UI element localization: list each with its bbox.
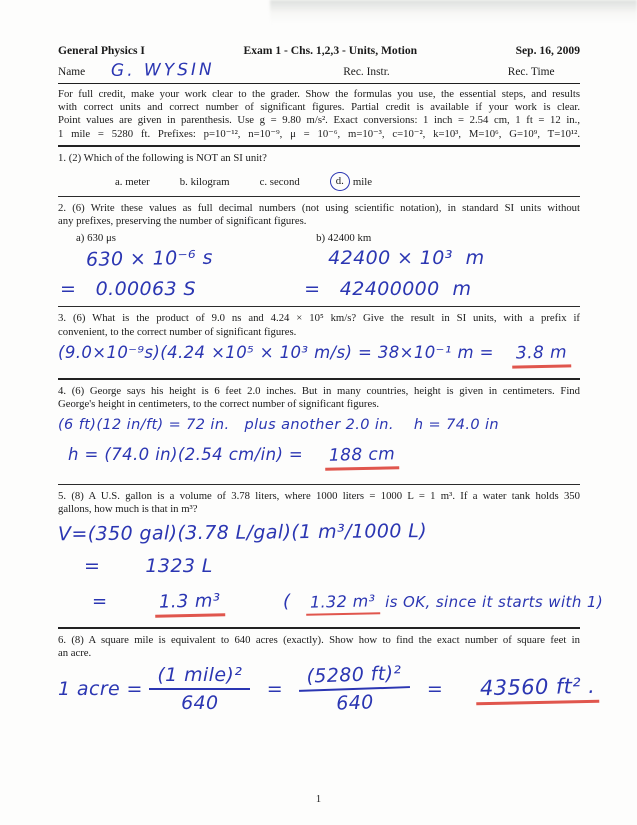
course-title: General Physics I: [58, 44, 145, 57]
q3-answer: 3.8 m: [512, 342, 572, 368]
question-3: [58, 312, 580, 367]
q1-option-b: b. kilogram: [179, 175, 230, 188]
handwritten-name: G. WYSIN: [111, 59, 216, 81]
section-divider: [58, 484, 580, 485]
instructions-line: with correct units and correct number of significant figures. Partial credit is available if your work is clear.: [58, 101, 580, 114]
q5-note-open: (: [282, 590, 291, 612]
section-divider: [58, 145, 580, 147]
section-divider: [58, 378, 580, 380]
q2-part-a: [58, 232, 298, 300]
q4-work-line2: [68, 445, 580, 470]
q2-part-b-label: b) 42400 km: [316, 232, 372, 245]
q6-frac2-denominator: 640: [336, 691, 375, 715]
q3-text: [58, 312, 580, 338]
q4-work2-prefix: h = (74.0 in)(2.54 cm/in) =: [68, 445, 304, 465]
q4-answer: 188 cm: [325, 444, 400, 471]
q6-frac1-denominator: 640: [181, 692, 219, 715]
q2a-work-line2: = 0.00063 S: [60, 278, 196, 301]
section-divider: [58, 306, 580, 307]
q1-option-d-circled: d.: [330, 172, 350, 191]
instructions-line: 1 mile = 5280 ft. Prefixes: p=10⁻¹², n=10⁻⁹, μ = 10⁻⁶, m=10⁻³, c=10⁻², k=10³, M=10⁶, G=10⁹, T=10¹².: [58, 127, 580, 140]
q2-text-line: 2. (6) Write these values as full decimal numbers (not using scientific notation), in standard SI units without: [58, 202, 580, 215]
question-1: [58, 152, 580, 191]
q5-text-line: 5. (8) A U.S. gallon is a volume of 3.78 liters, where 1000 liters = 1000 L = 1 m³. If a water tank holds 350: [58, 490, 580, 503]
rec-time-label: Rec. Time: [507, 66, 555, 78]
page-content: [57, 44, 604, 715]
q5-answer: 1.3 m³: [155, 590, 225, 617]
q2b-work-line1: 42400 × 10³ m: [328, 247, 485, 270]
q4-text-line: George's height in centimeters, to the correct number of significant figures.: [58, 398, 380, 411]
instructions-block: [58, 88, 580, 141]
q3-text-line: convenient, to the correct number of significant figures.: [58, 325, 297, 338]
q3-text-line: 3. (6) What is the product of 9.0 ns and 4.24 × 10⁵ km/s? Give the result in SI units, with a prefix if: [58, 312, 580, 325]
q1-options: [115, 172, 580, 191]
name-label: Name: [58, 66, 86, 78]
q6-frac2-numerator: (5280 ft)²: [299, 662, 411, 692]
page-number: 1: [315, 794, 322, 805]
q2-text: [58, 202, 580, 228]
exam-title: Exam 1 - Chs. 1,2,3 - Units, Motion: [243, 44, 418, 57]
q6-text: [58, 634, 580, 660]
q6-text-line: an acre.: [58, 646, 92, 659]
q2-part-b: [298, 232, 580, 300]
q6-work-row: [58, 662, 596, 715]
name-row: [58, 60, 580, 84]
exam-date: Sep. 16, 2009: [515, 44, 580, 57]
q2-part-a-label: a) 630 μs: [76, 232, 116, 245]
q6-equals-1: =: [260, 678, 290, 701]
section-divider: [58, 196, 580, 197]
q2a-work-line1: 630 × 10⁻⁶ s: [85, 247, 214, 272]
question-5: [57, 490, 604, 616]
q6-text-line: 6. (8) A square mile is equivalent to 640 acres (exactly). Show how to find the exact number of square feet in: [58, 633, 580, 646]
q3-work: (9.0×10⁻⁹s)(4.24 ×10⁵ × 10³ m/s) = 38×10⁻¹ m =: [58, 342, 494, 362]
exam-header: [58, 44, 580, 57]
q5-eq: =: [92, 590, 108, 612]
question-6: [58, 633, 596, 715]
q6-answer: 43560 ft² .: [476, 673, 600, 705]
q4-text: [58, 385, 580, 411]
q1-option-d-label: mile: [352, 175, 373, 188]
scanner-artifact: [270, 0, 637, 24]
q2-text-line: any prefixes, preserving the number of significant figures.: [58, 215, 307, 228]
q6-equals-2: =: [420, 678, 457, 701]
q1-option-c: c. second: [259, 175, 300, 188]
q5-text-line: gallons, how much is that in m³?: [58, 503, 198, 516]
q6-frac1-numerator: (1 mile)²: [149, 664, 250, 690]
q5-work-line1: V=(350 gal)(3.78 L/gal)(1 m³/1000 L): [57, 519, 428, 545]
q6-fraction-1: [149, 664, 250, 714]
q1-text: 1. (2) Which of the following is NOT an SI unit?: [58, 151, 267, 164]
q5-note-answer: 1.32 m³: [306, 591, 380, 616]
instructions-line: Point values are given in parenthesis. Use g = 9.80 m/s². Exact conversions: 1 inch = 2.54 cm, 1 ft = 12 in.,: [58, 114, 580, 127]
q3-work-row: [58, 343, 580, 368]
section-divider: [58, 627, 580, 629]
q4-work-line1: (6 ft)(12 in/ft) = 72 in. plus another 2.0 in. h = 74.0 in: [58, 417, 499, 434]
instructions-line: For full credit, make your work clear to the grader. Show the formulas you use, the essential steps, and results: [58, 88, 580, 100]
q5-work-line2: = 1323 L: [84, 554, 213, 577]
question-4: [58, 385, 580, 470]
q6-fraction-2: [299, 662, 412, 716]
q5-work-line3: [92, 589, 604, 617]
q2b-work-line2: = 42400000 m: [304, 278, 472, 301]
q2-parts: [58, 232, 580, 300]
rec-instr-label: Rec. Instr.: [343, 66, 390, 78]
q6-work-prefix: 1 acre =: [58, 678, 150, 701]
q1-option-a: a. meter: [115, 175, 150, 188]
q5-note-rest: is OK, since it starts with 1): [379, 592, 604, 611]
question-2: [58, 202, 580, 300]
q4-text-line: 4. (6) George says his height is 6 feet 2.0 inches. But in many countries, height is given in centimeters. Find: [58, 384, 580, 397]
q5-text: [58, 490, 580, 516]
